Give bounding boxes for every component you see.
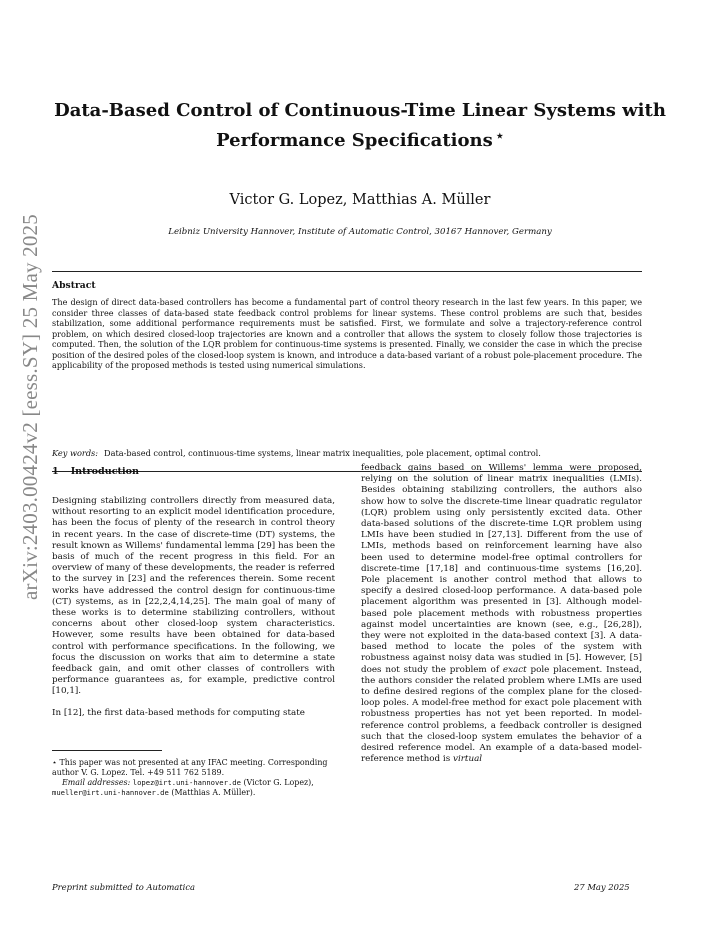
column-right bbox=[361, 463, 642, 765]
paragraph: In [12], the first data-based methods for computing state bbox=[52, 707, 305, 718]
abstract-top-rule bbox=[52, 271, 642, 272]
keywords-label: Key words: bbox=[52, 448, 99, 458]
title-line-2: Performance Specifications bbox=[216, 130, 493, 151]
emphasis: exact bbox=[502, 664, 527, 675]
title-footnote-mark: ⋆ bbox=[495, 129, 504, 144]
keywords bbox=[52, 448, 642, 458]
email-owner-mueller: (Matthias A. Müller). bbox=[171, 788, 256, 797]
footnote-rule bbox=[52, 750, 162, 751]
column-left bbox=[52, 496, 335, 729]
footer-preprint: Preprint submitted to Automatica bbox=[52, 882, 196, 892]
authors: Victor G. Lopez, Matthias A. Müller bbox=[229, 192, 491, 208]
section-number: 1 bbox=[52, 466, 59, 477]
emphasis: virtual bbox=[453, 754, 483, 765]
email-label: Email addresses: bbox=[62, 778, 131, 787]
email-footnote bbox=[52, 778, 335, 798]
footer-date: 27 May 2025 bbox=[574, 882, 630, 892]
paper-title bbox=[40, 98, 680, 154]
keywords-text: Data-based control, continuous-time systems, linear matrix inequalities, pole placement, optimal control. bbox=[104, 448, 541, 458]
text-run: feedback gains based on Willems' lemma were proposed, relying on the solution of linear matrix inequalities (LMIs). Besides obtaining stabilizing controllers, the authors also show how to solve the discrete-time linear quadratic regulator (LQR) problem using only persistently excited data. Other data-based solutions of the discrete-time LQR problem using LMIs have been studied in [27,13]. Different from the use of LMIs, methods based on reinforcement learning have also been used to determine model-free optimal controllers for discrete-time [17,18] and continuous-time systems [16,20]. Pole placement is another control method that allows to specify a desired closed-loop performance. A data-based pole placement algorithm was presented in [3]. Although model-based pole placement methods with robustness properties against model uncertainties are known (see, e.g., [26,28]), they were not exploited in the data-based context [3]. A data-based method to locate the poles of the system with robustness against noisy data was studied in [5]. However, [5] does not study the problem of bbox=[361, 463, 642, 675]
section-heading bbox=[52, 466, 139, 477]
paragraph bbox=[361, 463, 642, 765]
email-owner-lopez: (Victor G. Lopez), bbox=[243, 778, 314, 787]
section-title: Introduction bbox=[70, 466, 140, 477]
footnote bbox=[52, 758, 335, 778]
affiliation: Leibniz University Hannover, Institute of Automatic Control, 30167 Hannover, Germany bbox=[168, 227, 552, 237]
paragraph: Designing stabilizing controllers directly from measured data, without resorting to an explicit model identification procedure, has been the focus of plenty of the research in control theory in recent years. In the case of discrete-time (DT) systems, the result known as Willems' fundamental lemma [29] has been the basis of much of the recent progress in this field. For an overview of many of these developments, the reader is referred to the survey in [23] and the references therein. Some recent works have addressed the control design for continuous-time (CT) systems, as in [22,2,4,14,25]. The main goal of many of these works is to determine stabilizing controllers, without concerns about other closed-loop system characteristics. However, some results have been obtained for data-based control with performance specifications. In the following, we focus the discussion on works that aim to determine a state feedback gain, and omit other classes of controllers with performance guarantees as, for example, predictive control [10,1]. bbox=[52, 496, 335, 697]
title-line-1: Data-Based Control of Continuous-Time Linear Systems with bbox=[54, 100, 666, 121]
footnote-text: This paper was not presented at any IFAC meeting. Corresponding author V. G. Lopez. Tel. +49 511 762 5189. bbox=[52, 758, 328, 777]
arxiv-stamp: arXiv:2403.00424v2 [eess.SY] 25 May 2025 bbox=[18, 214, 42, 600]
abstract-text: The design of direct data-based controllers has become a fundamental part of control theory research in the last few years. In this paper, we consider three classes of data-based state feedback control problems for linear systems. These control problems are such that, besides stabilization, some additional performance requirements must be satisfied. First, we formulate and solve a trajectory-reference control problem, on which desired closed-loop trajectories are known and a controller that allows the system to closely follow those trajectories is computed. Then, the solution of the LQR problem for continuous-time systems is presented. Finally, we consider the case in which the precise position of the desired poles of the closed-loop system is known, and introduce a data-based variant of a robust pole-placement procedure. The applicability of the proposed methods is tested using numerical simulations. bbox=[52, 297, 642, 370]
text-run: pole placement. Instead, the authors consider the related problem where LMIs are used to define desired regions of the complex plane for the closed-loop poles. A model-free method for exact pole placement with robustness properties has not yet been reported. In model-reference control problems, a feedback controller is designed such that the closed-loop system emulates the behavior of a desired reference model. An example of a data-based model-reference method is bbox=[361, 664, 642, 765]
footnote-mark: ⋆ bbox=[52, 758, 57, 767]
email-link-lopez[interactable]: lopez@irt.uni-hannover.de bbox=[132, 778, 241, 787]
abstract-heading: Abstract bbox=[52, 280, 96, 291]
email-link-mueller[interactable]: mueller@irt.uni-hannover.de bbox=[52, 788, 169, 797]
